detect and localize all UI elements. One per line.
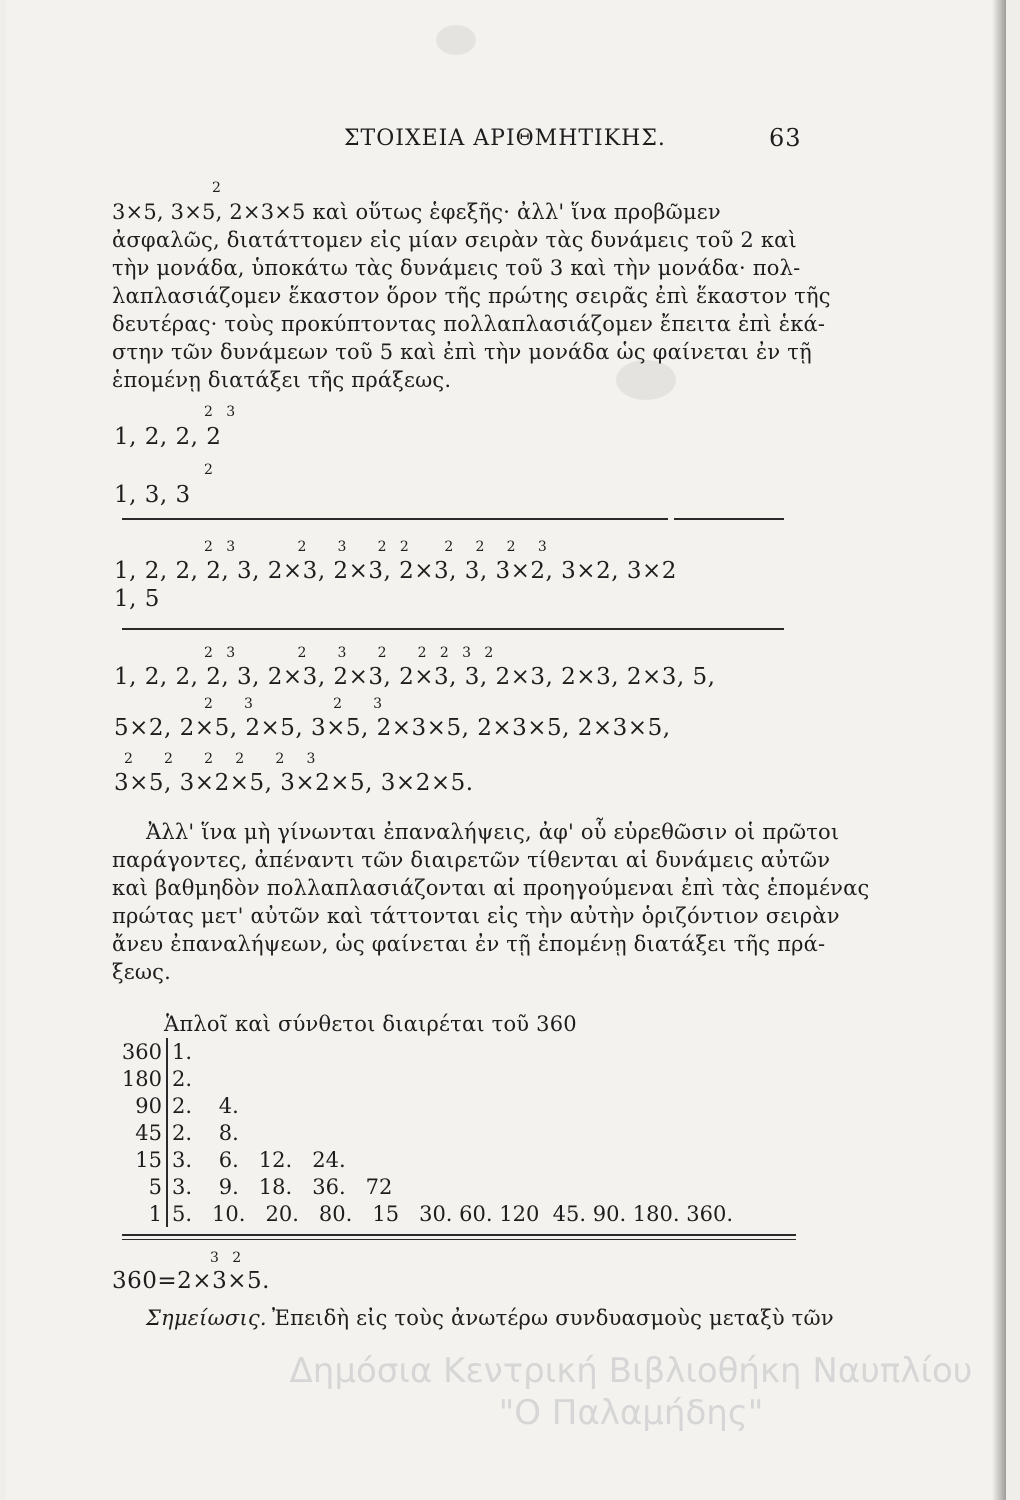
paragraph-line: Ἀλλ' ἵνα μὴ γίνωνται ἐπαναλήψεις, ἀφ' οὗ εὑρεθῶσιν οἱ πρῶτοι — [146, 820, 840, 844]
superscript-row: 2 3 2 3 2 2 2 3 2 — [204, 645, 494, 661]
divisors-heading: Ἁπλοῖ καὶ σύνθετοι διαιρέται τοῦ 360 — [164, 1012, 577, 1036]
rule — [674, 518, 784, 520]
page-edge-shadow — [992, 0, 1006, 1500]
paragraph-line: πρώτας μετ' αὐτῶν καὶ τάττονται εἰς τὴν αὐτὴν ὁριζόντιον σειρὰν — [112, 904, 840, 928]
divisors-row: 5×2, 2×5, 2×5, 3×5, 2×3×5, 2×3×5, 2×3×5, — [114, 715, 671, 741]
dividend-cell: 5 — [148, 1174, 162, 1199]
book-page — [6, 0, 1006, 1500]
powers-of-three-row: 1, 3, 3 — [114, 482, 191, 508]
divisors-row: 3×5, 3×2×5, 3×2×5, 3×2×5. — [114, 770, 474, 796]
intro-line: 3×5, 3×5, 2×3×5 καὶ οὕτως ἑφεξῆς· ἀλλ' ἵνα προβῶμεν — [112, 200, 721, 224]
dividend-cell: 360 — [121, 1039, 162, 1064]
superscript-row: 2 3 2 3 — [204, 696, 383, 712]
watermark-line: Δημόσια Κεντρική Βιβλιοθήκη Ναυπλίου — [289, 1351, 973, 1391]
intro-line: ἑπομένῃ διατάξει τῆς πράξεως. — [112, 368, 452, 392]
dividend-cell: 180 — [121, 1066, 162, 1091]
paper-stain — [616, 360, 676, 400]
note-label: Σημείωσις. — [146, 1306, 267, 1330]
divisors-cell: 3. 6. 12. 24. — [172, 1147, 346, 1172]
dividend-cell: 45 — [135, 1120, 162, 1145]
table-row — [110, 1173, 733, 1200]
dividend-cell: 90 — [135, 1093, 162, 1118]
table-row — [110, 1200, 733, 1227]
table-row — [110, 1065, 733, 1092]
page-number: 63 — [769, 124, 802, 152]
rule — [122, 518, 668, 520]
table-row — [110, 1146, 733, 1173]
products-row: 1, 2, 2, 2, 3, 2×3, 2×3, 2×3, 3, 3×2, 3×2, 3×2 — [114, 558, 677, 584]
paragraph-line: καὶ βαθμηδὸν πολλαπλασιάζονται αἱ προηγούμεναι ἐπὶ τὰς ἑπομένας — [112, 876, 870, 900]
divisors-cell: 5. 10. 20. 80. 15 30. 60. 120 45. 90. 180. 360. — [172, 1201, 733, 1226]
intro-line: στην τῶν δυνάμεων τοῦ 5 καὶ ἐπὶ τὴν μονάδα ὡς φαίνεται ἐν τῇ — [112, 340, 812, 364]
factorization-result: 360=2×3×5. — [112, 1268, 270, 1294]
divisor-table — [110, 1038, 733, 1227]
watermark-line: "Ο Παλαμήδης" — [498, 1393, 764, 1433]
intro-line: ἀσφαλῶς, διατάττομεν εἰς μίαν σειρὰν τὰς δυνάμεις τοῦ 2 καὶ — [112, 228, 797, 252]
dividend-cell: 15 — [135, 1147, 162, 1172]
paragraph-line: ξεως. — [112, 960, 172, 984]
library-watermark — [236, 1350, 1020, 1434]
superscript-row: 2 — [204, 462, 213, 478]
paper-stain — [436, 25, 476, 55]
superscript-row: 2 3 — [204, 404, 236, 420]
divisors-row: 1, 2, 2, 2, 3, 2×3, 2×3, 2×3, 3, 2×3, 2×3, 2×3, 5, — [114, 664, 716, 690]
powers-of-five-row: 1, 5 — [114, 586, 160, 612]
superscript-row: 2 2 2 2 2 3 — [124, 751, 316, 767]
running-header: ΣΤΟΙΧΕΙΑ ΑΡΙΘΜΗΤΙΚΗΣ. — [344, 126, 666, 151]
superscript-row: 2 3 2 3 2 2 2 2 2 3 — [204, 539, 547, 555]
divisors-cell: 2. — [172, 1066, 193, 1091]
rule — [122, 1239, 796, 1240]
intro-line: δευτέρας· τοὺς προκύπτοντας πολλαπλασιάζομεν ἔπειτα ἐπὶ ἑκά- — [112, 312, 826, 336]
rule — [122, 628, 784, 630]
divisors-cell: 2. 8. — [172, 1120, 239, 1145]
divisors-cell: 3. 9. 18. 36. 72 — [172, 1174, 393, 1199]
table-row — [110, 1038, 733, 1065]
table-row — [110, 1119, 733, 1146]
intro-line: λαπλασιάζομεν ἕκαστον ὅρον τῆς πρώτης σειρᾶς ἐπὶ ἕκαστον τῆς — [112, 284, 831, 308]
superscript-row: 3 2 — [210, 1250, 242, 1266]
divisors-cell: 2. 4. — [172, 1093, 239, 1118]
superscript: 2 — [212, 180, 221, 196]
powers-of-two-row: 1, 2, 2, 2 — [114, 424, 222, 450]
table-row — [110, 1092, 733, 1119]
paragraph-line: ἄνευ ἐπαναλήψεων, ὡς φαίνεται ἐν τῇ ἑπομένῃ διατάξει τῆς πρά- — [112, 932, 826, 956]
note-text: Ἐπειδὴ εἰς τοὺς ἀνωτέρω συνδυασμοὺς μεταξὺ τῶν — [272, 1306, 834, 1330]
dividend-cell: 1 — [148, 1201, 162, 1226]
intro-line: τὴν μονάδα, ὑποκάτω τὰς δυνάμεις τοῦ 3 καὶ τὴν μονάδα· πολ- — [112, 256, 801, 280]
rule — [122, 1234, 796, 1236]
divisors-cell: 1. — [172, 1039, 193, 1064]
paragraph-line: παράγοντες, ἀπέναντι τῶν διαιρετῶν τίθενται αἱ δυνάμεις αὐτῶν — [112, 848, 831, 872]
